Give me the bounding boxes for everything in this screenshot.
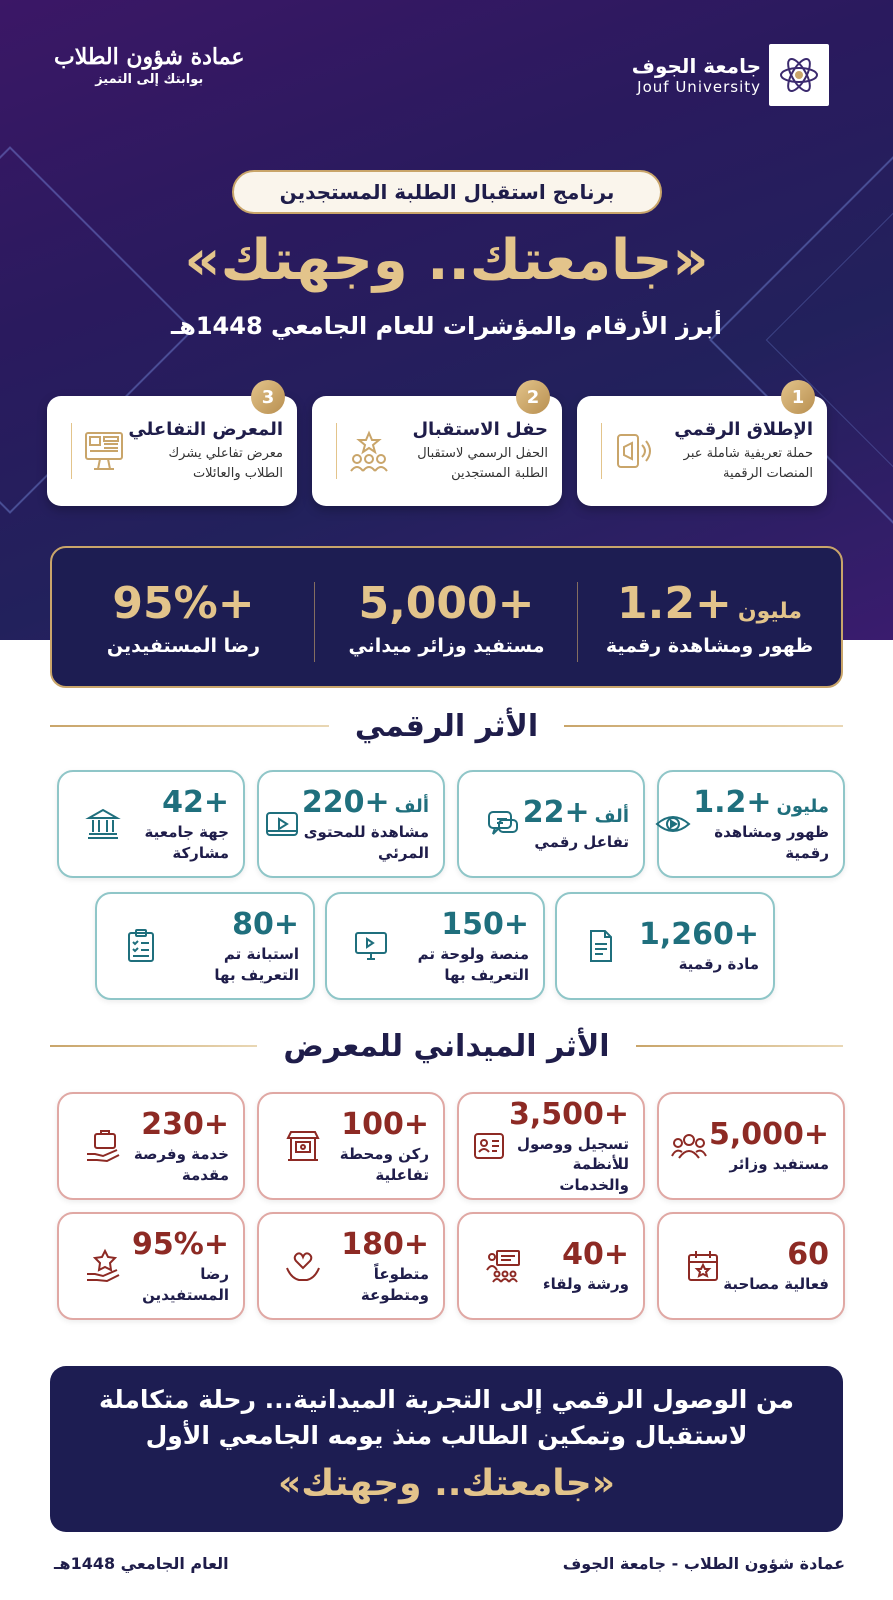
stat-value: 1.2+ xyxy=(617,577,732,629)
document-icon xyxy=(581,926,621,966)
chat-bubbles-icon xyxy=(483,804,523,844)
subtitle: أبرز الأرقام والمؤشرات للعام الجامعي 1448هـ xyxy=(171,312,722,340)
card-value: 95%+ xyxy=(132,1227,229,1263)
digital-card xyxy=(657,770,845,878)
field-card xyxy=(657,1092,845,1200)
feature-desc: الحفل الرسمي لاستقبال الطلبة المستجدين xyxy=(417,446,548,481)
card-label: ورشة ولقاء xyxy=(542,1275,629,1294)
card-label: فعالية مصاحبة xyxy=(723,1275,829,1294)
calendar-star-icon xyxy=(683,1246,723,1286)
card-value: 1,260+ xyxy=(638,917,759,953)
digital-card xyxy=(555,892,775,1000)
closing-banner xyxy=(50,1366,843,1532)
card-value: 80+ xyxy=(232,907,299,943)
star-hand-icon xyxy=(83,1246,123,1286)
video-play-icon xyxy=(262,804,302,844)
briefcase-hand-icon xyxy=(83,1126,123,1166)
closing-line1: من الوصول الرقمي إلى التجربة الميدانية... رحلة متكاملة xyxy=(99,1385,794,1414)
card-label: رضا المستفيدين xyxy=(142,1265,229,1304)
presentation-icon xyxy=(483,1246,523,1286)
digital-card xyxy=(457,770,645,878)
institution-icon xyxy=(83,804,123,844)
stat-label: مستفيد وزائر ميداني xyxy=(348,634,545,657)
hero-banner xyxy=(0,0,893,640)
divider-line xyxy=(564,725,843,727)
stat-label: رضا المستفيدين xyxy=(106,634,261,657)
card-value: 1.2+ xyxy=(693,785,772,821)
feature-title: حفل الاستقبال xyxy=(412,419,548,440)
feature-number: 1 xyxy=(781,380,815,414)
headline-stats-bar xyxy=(50,546,843,688)
monitor-icon xyxy=(351,926,391,966)
card-label: مستفيد وزائر xyxy=(729,1155,829,1174)
closing-line2: لاستقبال وتمكين الطالب منذ يومه الجامعي الأول xyxy=(145,1421,748,1451)
heart-hands-icon xyxy=(283,1246,323,1286)
headline-stat xyxy=(52,578,315,657)
megaphone-phone-icon xyxy=(601,423,657,479)
field-card xyxy=(257,1212,445,1320)
stat-value: 5,000+ xyxy=(358,577,535,629)
card-value: 40+ xyxy=(562,1237,629,1273)
university-name-ar: جامعة الجوف xyxy=(631,54,761,78)
digital-card xyxy=(57,770,245,878)
card-label: خدمة وفرصة مقدمة xyxy=(133,1145,229,1184)
card-value: 230+ xyxy=(141,1107,229,1143)
atom-logo-icon xyxy=(769,44,829,106)
footer-year: العام الجامعي 1448هـ xyxy=(54,1554,229,1573)
feature-card-exhibition xyxy=(47,386,297,506)
feature-title: المعرض التفاعلي xyxy=(128,419,283,440)
divider-line xyxy=(50,725,329,727)
card-value: 220+ xyxy=(301,785,390,821)
stat-unit: مليون xyxy=(737,598,802,624)
id-card-icon xyxy=(469,1126,509,1166)
feature-desc: حملة تعريفية شاملة عبر المنصات الرقمية xyxy=(683,446,813,481)
deanship-logo-line2: بوابتك إلى التميز xyxy=(95,72,204,87)
section-title-digital xyxy=(50,706,843,746)
university-name-en: Jouf University xyxy=(637,78,761,96)
card-value: 42+ xyxy=(162,785,229,821)
university-logo xyxy=(632,44,829,106)
divider-line xyxy=(636,1045,843,1047)
footer-organization: عمادة شؤون الطلاب - جامعة الجوف xyxy=(562,1554,845,1573)
feature-card-reception xyxy=(312,386,562,506)
card-label: منصة ولوحة تم التعريف بها xyxy=(417,945,529,984)
card-label: استبانة تم التعريف بها xyxy=(214,945,299,984)
card-value: 3,500+ xyxy=(508,1097,629,1133)
divider-line xyxy=(50,1045,257,1047)
card-label: تسجيل ووصول للأنظمة والخدمات xyxy=(516,1135,629,1194)
card-value: 100+ xyxy=(341,1107,429,1143)
card-value: 150+ xyxy=(441,907,529,943)
stat-label: ظهور ومشاهدة رقمية xyxy=(605,634,814,657)
card-unit: مليون xyxy=(776,796,829,818)
card-label: مشاهدة للمحتوى المرئي xyxy=(303,823,429,862)
feature-title: الإطلاق الرقمي xyxy=(674,419,813,440)
field-card xyxy=(457,1092,645,1200)
section-title-text: الأثر الميداني للمعرض xyxy=(283,1028,610,1064)
section-title-field xyxy=(50,1026,843,1066)
deanship-logo-line1: عمادة شؤون الطلاب xyxy=(54,44,245,70)
digital-card xyxy=(257,770,445,878)
field-card xyxy=(657,1212,845,1320)
field-card xyxy=(57,1092,245,1200)
clipboard-icon xyxy=(121,926,161,966)
card-value: 180+ xyxy=(341,1227,429,1263)
headline-stat xyxy=(578,578,841,657)
card-label: تفاعل رقمي xyxy=(534,833,629,852)
card-value: 60 xyxy=(787,1237,829,1273)
closing-tagline: «جامعتك.. وجهتك» xyxy=(278,1462,615,1504)
field-card xyxy=(257,1092,445,1200)
card-value: 22+ xyxy=(522,795,590,831)
card-label: مادة رقمية xyxy=(678,955,759,974)
card-unit: ألف xyxy=(594,806,629,828)
feature-number: 3 xyxy=(251,380,285,414)
card-label: جهة جامعية مشاركة xyxy=(144,823,229,862)
program-label: برنامج استقبال الطلبة المستجدين xyxy=(232,170,662,214)
audience-star-icon xyxy=(336,423,392,479)
stat-value: 95%+ xyxy=(112,577,255,629)
field-card xyxy=(457,1212,645,1320)
section-title-text: الأثر الرقمي xyxy=(354,708,539,744)
card-label: ركن ومحطة تفاعلية xyxy=(339,1145,429,1184)
card-value: 5,000+ xyxy=(708,1117,829,1153)
field-card xyxy=(57,1212,245,1320)
booth-icon xyxy=(283,1126,323,1166)
eye-icon xyxy=(653,804,693,844)
feature-number: 2 xyxy=(516,380,550,414)
digital-card xyxy=(95,892,315,1000)
card-label: ظهور ومشاهدة رقمية xyxy=(714,823,829,862)
digital-card xyxy=(325,892,545,1000)
card-unit: ألف xyxy=(394,796,429,818)
group-icon xyxy=(669,1126,709,1166)
kiosk-screen-icon xyxy=(71,423,127,479)
feature-card-digital-launch xyxy=(577,386,827,506)
feature-desc: معرض تفاعلي يشرك الطلاب والعائلات xyxy=(168,446,283,481)
main-title: «جامعتك.. وجهتك» xyxy=(184,228,709,293)
headline-stat xyxy=(315,578,578,657)
card-label: متطوعاً ومتطوعة xyxy=(360,1265,429,1304)
deanship-logo xyxy=(54,44,244,87)
